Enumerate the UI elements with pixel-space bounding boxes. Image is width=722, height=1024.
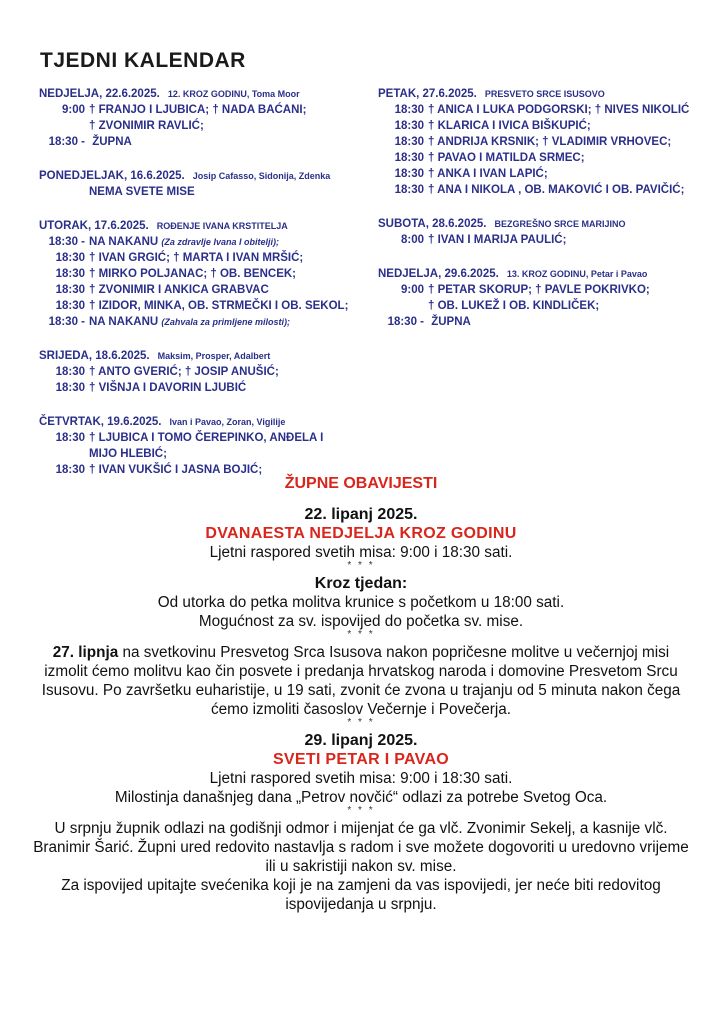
intention-text: † KLARICA I IVICA BIŠKUPIĆ; <box>428 120 591 132</box>
day-date: NEDJELJA, 22.6.2025. <box>39 88 160 100</box>
calendar-day <box>39 168 359 200</box>
separator: * * * <box>347 629 375 640</box>
mass-intention <box>89 314 290 330</box>
mass-time: 18:30 <box>55 268 85 280</box>
week-heading: Kroz tjedan: <box>314 575 408 592</box>
mass-entry <box>39 184 359 200</box>
mass-schedule: Ljetni raspored svetih misa: 9:00 i 18:30 sati. <box>209 770 513 787</box>
mass-time: 18:30 <box>394 168 424 180</box>
intention-text: † OB. LUKEŽ I OB. KINDLIČEK; <box>428 300 600 312</box>
intention-text: † PAVAO I MATILDA SRMEC; <box>428 152 585 164</box>
july-paragraph: U srpnju župnik odlazi na godišnji odmor i mijenjat će ga vlč. Zvonimir Sekelj, a kasnije vlč. Branimir Šarić. Župni ured redovito nastavlja s radom i sve možete dogovoriti u uredovno vrijeme ili u sakristiji nakon sv. mise. <box>33 820 689 875</box>
calendar-day <box>378 266 698 330</box>
mass-time: 18:30 <box>55 252 85 264</box>
sacred-heart-text: na svetkovinu Presvetog Srca Isusova nakon popričesne molitve u večernjoj misi izmolit ćemo molitvu kao čin posvete i predanja hrvatskog naroda i domovine Presvetom Srcu Isusovu. Po završetku euharistije, u 19 sati, zvonit će zvona u trajanju od 5 minuta nakon čega ćemo izmoliti časoslov Večernje i Povečerja. <box>41 644 681 718</box>
mass-entry <box>39 314 359 330</box>
mass-intention <box>428 118 591 134</box>
mass-entry <box>378 102 698 118</box>
parish-announcements <box>30 475 692 914</box>
intention-note: (Zahvala za primljene milosti); <box>161 317 290 327</box>
mass-entry <box>378 282 698 298</box>
mass-time: 18:30 <box>394 136 424 148</box>
mass-time: 18:30 <box>55 284 85 296</box>
intention-text: † ANTO GVERIĆ; † JOSIP ANUŠIĆ; <box>89 366 279 378</box>
mass-entry <box>39 364 359 380</box>
mass-time: 18:30 <box>394 152 424 164</box>
intention-text: NA NAKANU <box>89 316 159 328</box>
intention-text: † ANICA I LUKA PODGORSKI; † NIVES NIKOLIĆ <box>428 104 690 116</box>
mass-time: 18:30 <box>55 382 85 394</box>
mass-entry <box>378 118 698 134</box>
mass-entry <box>378 182 698 198</box>
day-date: UTORAK, 17.6.2025. <box>39 220 149 232</box>
mass-schedule: Ljetni raspored svetih misa: 9:00 i 18:30 sati. <box>209 544 513 561</box>
announcement-date: 22. lipanj 2025. <box>304 506 418 523</box>
separator: * * * <box>347 560 375 571</box>
mass-entry <box>39 118 359 134</box>
mass-intention <box>89 446 167 462</box>
mass-intention <box>89 380 246 396</box>
day-feast-note: PRESVETO SRCE ISUSOVO <box>484 89 605 99</box>
day-header <box>378 216 698 232</box>
mass-entry <box>39 430 359 446</box>
day-header <box>39 218 359 234</box>
day-feast-note: Josip Cafasso, Sidonija, Zdenka <box>192 171 331 181</box>
mass-intention <box>89 298 348 314</box>
mass-entry <box>39 446 359 462</box>
mass-intention <box>89 184 195 200</box>
mass-time <box>39 446 89 462</box>
intention-text: † PETAR SKORUP; † PAVLE POKRIVKO; <box>428 284 650 296</box>
calendar-day <box>378 86 698 198</box>
sacred-heart-paragraph <box>30 643 692 719</box>
mass-intention <box>89 234 279 250</box>
calendar-day <box>378 216 698 248</box>
day-feast-note: Maksim, Prosper, Adalbert <box>157 351 271 361</box>
mass-intention <box>428 150 585 166</box>
feast-title: DVANAESTA NEDJELJA KROZ GODINU <box>205 525 517 542</box>
mass-entry <box>39 134 359 150</box>
mass-time: 18:30 <box>394 120 424 132</box>
separator: * * * <box>347 717 375 728</box>
feast-title: SVETI PETAR I PAVAO <box>272 751 450 768</box>
intention-text: MIJO HLEBIĆ; <box>89 448 167 460</box>
day-feast-note: ROĐENJE IVANA KRSTITELJA <box>156 221 288 231</box>
intention-text: † IVAN GRGIĆ; † MARTA I IVAN MRŠIĆ; <box>89 252 304 264</box>
day-feast-note: BEZGREŠNO SRCE MARIJINO <box>494 219 626 229</box>
day-date: SRIJEDA, 18.6.2025. <box>39 350 150 362</box>
calendar-day <box>39 86 359 150</box>
intention-text: † ZVONIMIR RAVLIĆ; <box>89 120 204 132</box>
collection-note: Milostinja današnjeg dana „Petrov novčić“ odlazi za potrebe Svetog Oca. <box>114 789 608 806</box>
day-header <box>39 168 359 184</box>
mass-time: 18:30 - <box>387 316 424 328</box>
intention-text: † MIRKO POLJANAC; † OB. BENCEK; <box>89 268 297 280</box>
mass-entry <box>378 150 698 166</box>
intention-text: † VIŠNJA I DAVORIN LJUBIĆ <box>89 382 247 394</box>
day-feast-note: 13. KROZ GODINU, Petar i Pavao <box>506 269 648 279</box>
mass-intention <box>89 118 204 134</box>
mass-intention <box>89 266 296 282</box>
intention-text: † FRANJO I LJUBICA; † NADA BAĆANI; <box>89 104 307 116</box>
mass-intention <box>428 314 471 330</box>
mass-intention <box>428 282 650 298</box>
day-header <box>39 86 359 102</box>
intention-text: † LJUBICA I TOMO ČEREPINKO, ANĐELA I <box>89 432 324 444</box>
mass-time: 18:30 - <box>48 316 85 328</box>
mass-time: 18:30 <box>394 184 424 196</box>
mass-time <box>39 118 89 134</box>
day-header <box>39 414 359 430</box>
mass-intention <box>428 102 689 118</box>
mass-entry <box>378 134 698 150</box>
mass-time: 9:00 <box>400 284 424 296</box>
day-date: PETAK, 27.6.2025. <box>378 88 477 100</box>
day-date: PONEDJELJAK, 16.6.2025. <box>39 170 185 182</box>
mass-entry <box>39 298 359 314</box>
intention-text: † ANKA I IVAN LAPIĆ; <box>428 168 548 180</box>
sacred-heart-date: 27. lipnja <box>52 644 119 661</box>
confession-note: Mogućnost za sv. ispovijed do početka sv. mise. <box>198 613 524 630</box>
mass-time: 18:30 <box>55 366 85 378</box>
day-date: NEDJELJA, 29.6.2025. <box>378 268 499 280</box>
announcement-date: 29. lipanj 2025. <box>304 732 418 749</box>
intention-text: † ANDRIJA KRSNIK; † VLADIMIR VRHOVEC; <box>428 136 672 148</box>
mass-time: 18:30 <box>55 300 85 312</box>
mass-time: 8:00 <box>400 234 424 246</box>
intention-text: ŽUPNA <box>89 136 132 148</box>
day-header <box>378 266 698 282</box>
intention-text: † IVAN VUKŠIĆ I JASNA BOJIĆ; <box>89 464 263 476</box>
calendar-day <box>39 348 359 396</box>
mass-entry <box>378 314 698 330</box>
mass-entry <box>378 166 698 182</box>
mass-entry <box>39 250 359 266</box>
day-feast-note: 12. KROZ GODINU, Toma Moor <box>167 89 300 99</box>
mass-time <box>378 298 428 314</box>
mass-entry <box>378 298 698 314</box>
mass-intention <box>89 282 269 298</box>
intention-text: † ZVONIMIR I ANKICA GRABVAC <box>89 284 269 296</box>
mass-time: 18:30 <box>394 104 424 116</box>
day-header <box>39 348 359 364</box>
calendar-left-column <box>39 86 359 496</box>
mass-intention <box>89 364 279 380</box>
intention-text: ŽUPNA <box>428 316 471 328</box>
rosary-note: Od utorka do petka molitva krunice s početkom u 18:00 sati. <box>157 594 565 611</box>
mass-intention <box>428 182 684 198</box>
mass-entry <box>39 234 359 250</box>
calendar-day <box>39 414 359 478</box>
confession-paragraph: Za ispovijed upitajte svećenika koji je na zamjeni da vas ispovijedi, jer neće biti redovitog ispovijedanja u srpnju. <box>61 877 661 913</box>
intention-text: NA NAKANU <box>89 236 159 248</box>
mass-time: 18:30 <box>55 464 85 476</box>
mass-intention <box>428 166 548 182</box>
mass-entry <box>39 282 359 298</box>
day-header <box>378 86 698 102</box>
day-feast-note: Ivan i Pavao, Zoran, Vigilije <box>169 417 286 427</box>
day-date: SUBOTA, 28.6.2025. <box>378 218 487 230</box>
mass-time: 18:30 - <box>48 236 85 248</box>
calendar-right-column <box>378 86 698 348</box>
mass-time: 18:30 <box>55 432 85 444</box>
mass-intention <box>89 430 323 446</box>
mass-entry <box>378 232 698 248</box>
mass-intention <box>89 250 303 266</box>
mass-intention <box>428 134 671 150</box>
intention-text: † IZIDOR, MINKA, OB. STRMEČKI I OB. SEKOL; <box>89 300 349 312</box>
intention-note: (Za zdravlje Ivana I obitelji); <box>161 237 279 247</box>
mass-intention <box>428 298 599 314</box>
announcements-title: ŽUPNE OBAVIJESTI <box>284 475 438 492</box>
mass-entry <box>39 266 359 282</box>
mass-entry <box>39 102 359 118</box>
mass-entry <box>39 380 359 396</box>
page-title: TJEDNI KALENDAR <box>40 49 246 72</box>
calendar-day <box>39 218 359 330</box>
mass-time: 18:30 - <box>48 136 85 148</box>
separator: * * * <box>347 805 375 816</box>
day-date: ČETVRTAK, 19.6.2025. <box>39 416 162 428</box>
mass-time <box>39 184 89 200</box>
intention-text: † ANA I NIKOLA , OB. MAKOVIĆ I OB. PAVIČIĆ; <box>428 184 685 196</box>
intention-text: † IVAN I MARIJA PAULIĆ; <box>428 234 567 246</box>
mass-intention <box>89 102 306 118</box>
mass-time: 9:00 <box>61 104 85 116</box>
mass-intention <box>89 134 132 150</box>
mass-intention <box>428 232 566 248</box>
intention-text: NEMA SVETE MISE <box>89 186 195 198</box>
